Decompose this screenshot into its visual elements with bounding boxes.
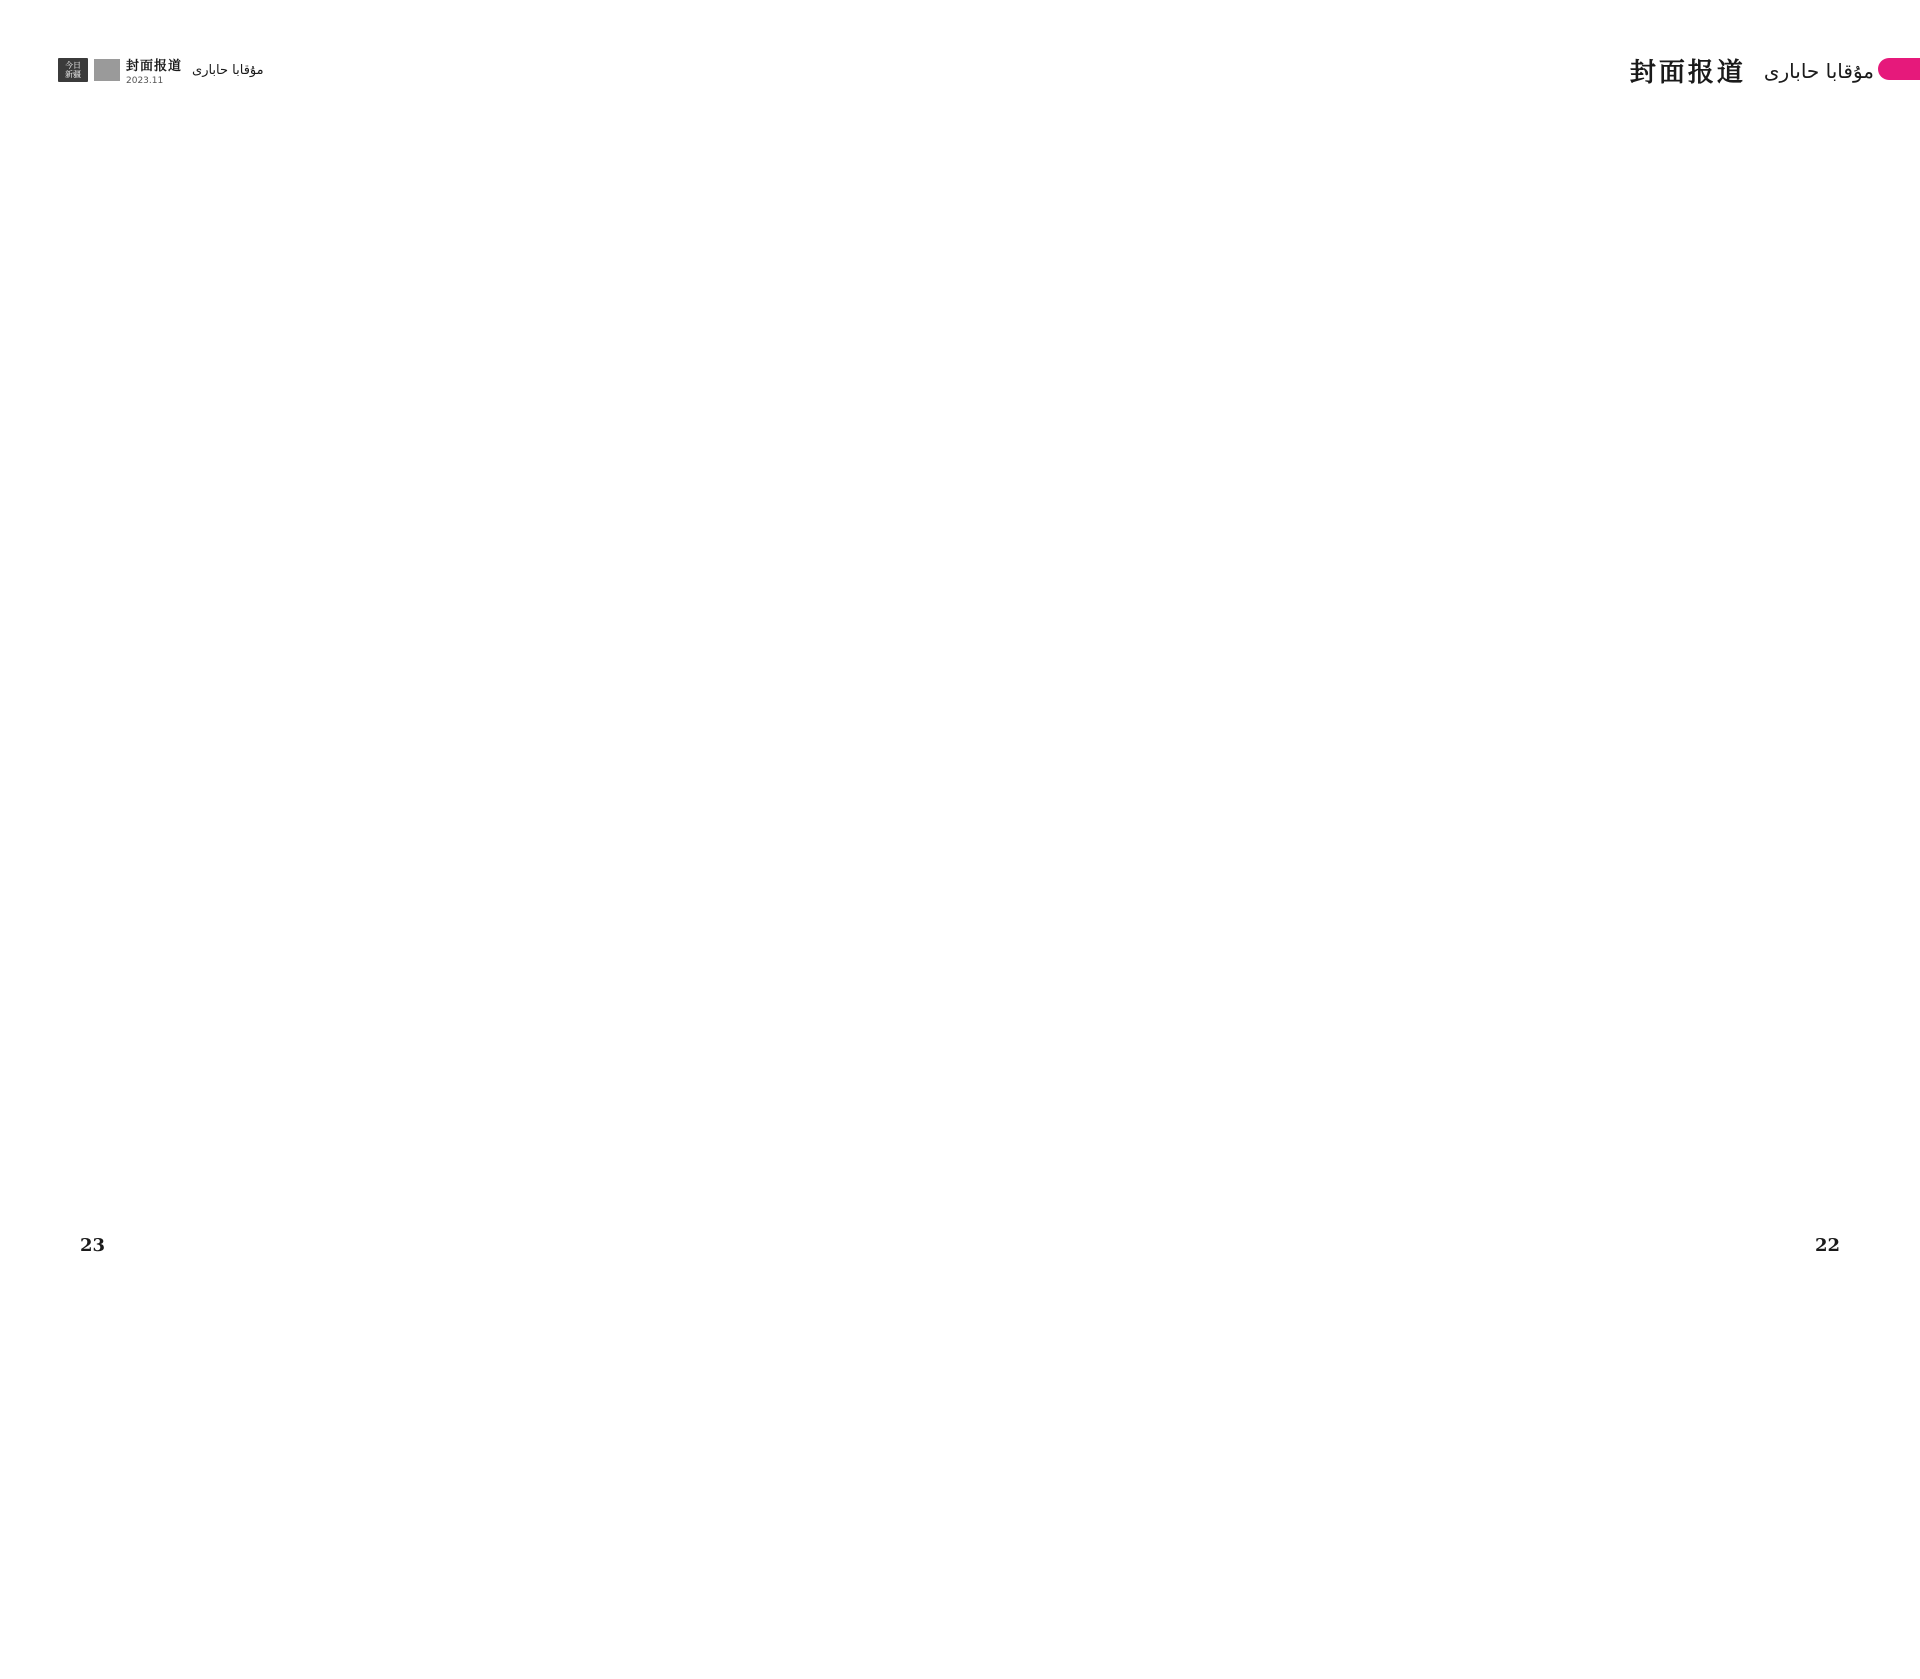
text-line — [80, 310, 478, 330]
right-page-header — [1630, 52, 1874, 89]
text-line — [502, 879, 900, 899]
page-number-left: 23 — [80, 1235, 106, 1256]
text-line — [502, 1143, 900, 1163]
text-line — [80, 1114, 478, 1134]
text-line — [80, 512, 478, 532]
text-line — [80, 343, 478, 363]
text-line — [80, 842, 478, 862]
text-line — [80, 1077, 478, 1097]
text-line — [80, 875, 478, 895]
text-line — [80, 409, 478, 429]
text-line — [502, 846, 900, 866]
text-line — [80, 376, 478, 396]
article-paragraph — [80, 479, 478, 961]
text-line — [502, 178, 900, 198]
text-line — [502, 1077, 900, 1097]
text-line — [502, 1011, 900, 1031]
text-line — [502, 780, 900, 800]
text-line — [80, 1044, 478, 1064]
text-line — [80, 644, 478, 664]
article-paragraph — [502, 347, 900, 730]
left-page-header — [58, 58, 264, 86]
text-line — [80, 1213, 478, 1233]
text-line — [502, 446, 900, 466]
text-line — [80, 743, 478, 763]
text-line — [80, 479, 478, 499]
text-line — [502, 813, 900, 833]
article-paragraph — [80, 1114, 478, 1233]
text-line — [502, 747, 900, 767]
text-line — [502, 1044, 900, 1064]
text-line — [502, 611, 900, 631]
text-line — [502, 644, 900, 664]
column-left-outer — [80, 178, 478, 1250]
text-line — [502, 978, 900, 998]
article-paragraph — [502, 178, 900, 330]
text-line — [80, 1147, 478, 1167]
issue-date: 2023.11 — [126, 75, 164, 86]
text-line — [502, 545, 900, 565]
text-line — [80, 545, 478, 565]
magazine-logo-sub — [94, 59, 120, 81]
text-line — [502, 677, 900, 697]
text-line — [502, 912, 900, 932]
right-page — [960, 0, 1920, 1312]
text-line — [80, 776, 478, 796]
page-number-right: 22 — [1814, 1235, 1840, 1256]
text-line — [80, 941, 478, 961]
text-line — [502, 211, 900, 231]
header-brand-large: 封面报道 — [1629, 58, 1746, 88]
header-brand: 封面报道 — [126, 58, 183, 74]
text-line — [502, 578, 900, 598]
text-line — [80, 677, 478, 697]
header-rubric-large: مۇقابا حابارى — [1763, 58, 1874, 83]
text-line — [80, 442, 478, 462]
article-paragraph — [502, 747, 900, 1163]
text-line — [502, 413, 900, 433]
article-paragraph — [80, 978, 478, 1097]
text-line — [80, 244, 478, 264]
text-line — [80, 277, 478, 297]
magazine-logo-small: 今日 新疆 — [58, 58, 88, 82]
text-line — [80, 978, 478, 998]
text-line — [502, 1110, 900, 1130]
text-line — [502, 512, 900, 532]
text-line — [80, 611, 478, 631]
column-left-inner — [502, 178, 900, 1180]
text-line — [502, 277, 900, 297]
text-line — [80, 908, 478, 928]
article-paragraph — [80, 178, 478, 462]
text-line — [80, 1011, 478, 1031]
section-color-tab — [1878, 58, 1920, 80]
left-page — [0, 0, 961, 1312]
text-line — [80, 710, 478, 730]
text-line — [502, 479, 900, 499]
text-line — [502, 945, 900, 965]
text-line — [502, 310, 900, 330]
text-line — [502, 380, 900, 400]
text-line — [502, 244, 900, 264]
header-rubric: مۇقابا حابارى — [192, 62, 264, 78]
text-line — [502, 710, 900, 730]
text-line — [502, 347, 900, 367]
text-line — [80, 1180, 478, 1200]
text-line — [80, 178, 478, 198]
text-line — [80, 809, 478, 829]
text-line — [80, 211, 478, 231]
text-line — [80, 578, 478, 598]
